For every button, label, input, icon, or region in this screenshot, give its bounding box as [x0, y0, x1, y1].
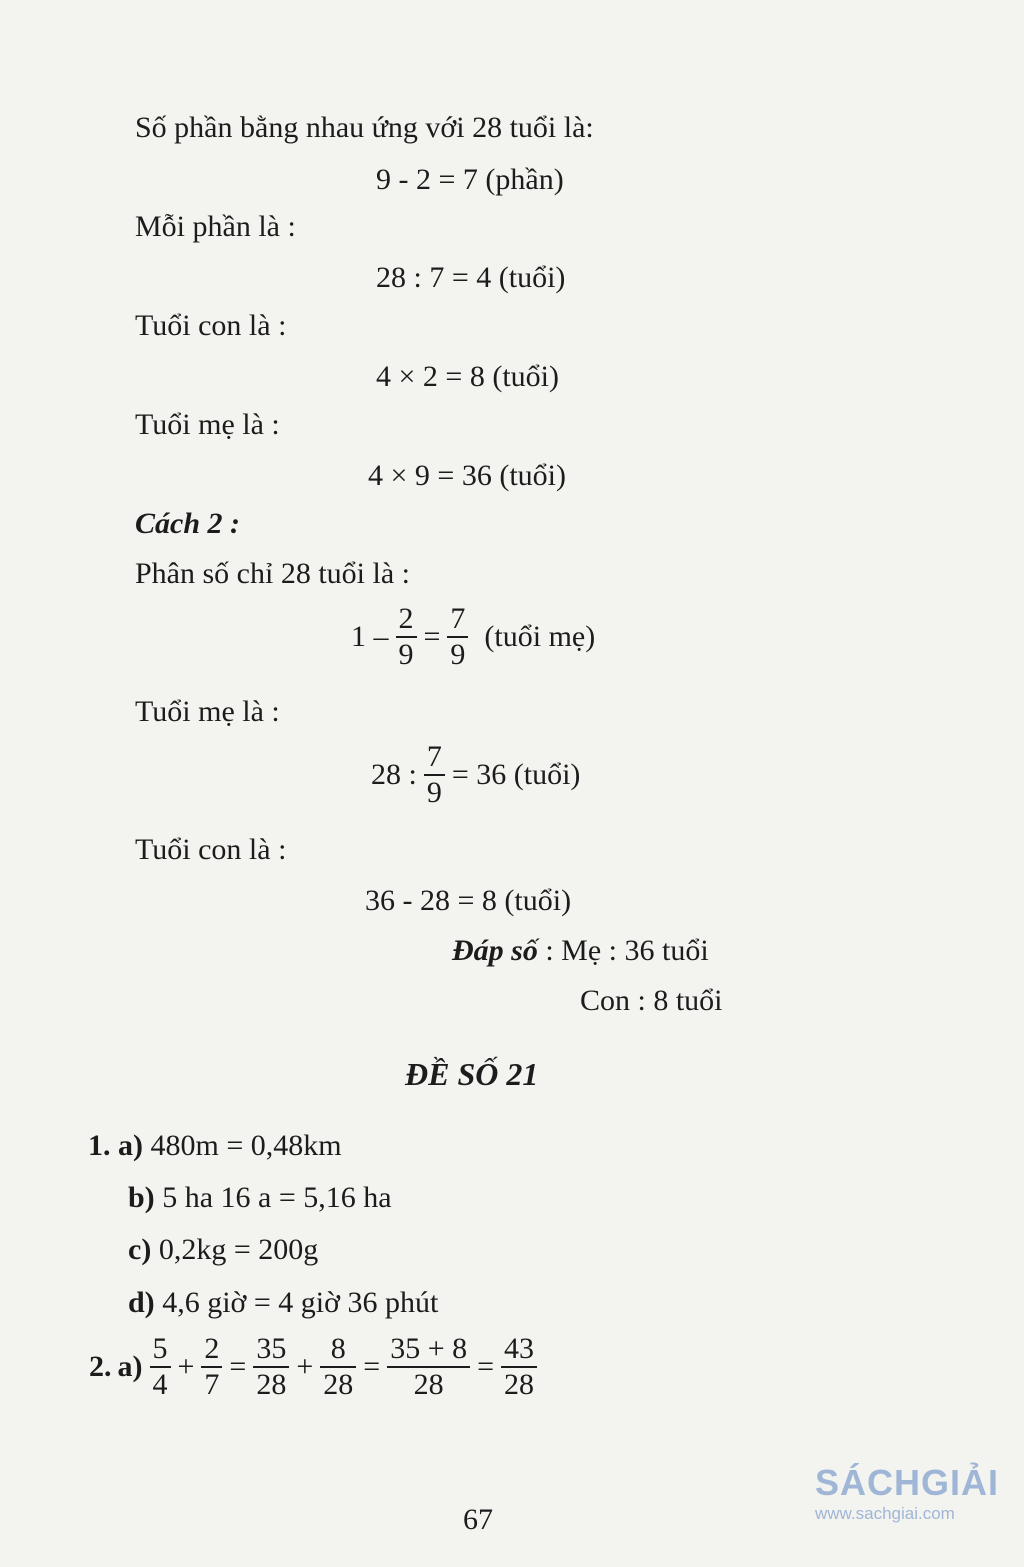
text-line: Tuổi mẹ là :	[135, 695, 280, 728]
answer-mother: : Mẹ : 36 tuổi	[545, 934, 709, 967]
question-2a: 2. a) $\frac{5}{4}$ + $\frac{2}{7}$ = $\frac{35}{28}$ + $\frac{8}{28}$ = $\frac{35 + 8}{28}$ = $\frac{43}{28}$	[86, 1334, 541, 1400]
fraction-equation: 28 : $\frac{7}{9}$ = 36 (tuổi)	[371, 740, 581, 809]
fraction: $\frac{43}{28}$	[501, 1334, 537, 1400]
watermark-brand: SÁCHGIẢI	[815, 1462, 1000, 1503]
fraction: $\frac{7}{9}$	[447, 604, 468, 670]
calc-line: 9 - 2 = 7 (phần)	[376, 163, 564, 196]
question-1a: 1. a) 480m = 0,48km	[88, 1129, 342, 1162]
eq-lead: 1 –	[351, 620, 389, 653]
calc-line: 36 - 28 = 8 (tuổi)	[365, 884, 572, 917]
watermark-logo	[815, 1462, 1020, 1562]
eq-lead: 28 :	[371, 758, 417, 791]
calc-line: 28 : 7 = 4 (tuổi)	[376, 261, 566, 294]
fraction: $\frac{2}{7}$	[201, 1334, 222, 1400]
question-1c: c) 0,2kg = 200g	[128, 1233, 319, 1266]
section-title: ĐỀ SỐ 21	[405, 1056, 539, 1092]
calc-line: 4 × 9 = 36 (tuổi)	[368, 459, 566, 492]
text-line: Tuổi con là :	[135, 833, 287, 866]
answer-label: Đáp số	[452, 934, 538, 967]
text-line: Phân số chỉ 28 tuổi là :	[135, 557, 410, 590]
fraction: $\frac{8}{28}$	[320, 1334, 356, 1400]
fraction: $\frac{7}{9}$	[424, 742, 445, 808]
page-number: 67	[463, 1503, 493, 1536]
question-1d: d) 4,6 giờ = 4 giờ 36 phút	[128, 1286, 439, 1319]
fraction: $\frac{35 + 8}{28}$	[387, 1334, 470, 1400]
fraction: $\frac{35}{28}$	[253, 1334, 289, 1400]
fraction: $\frac{5}{4}$	[150, 1334, 171, 1400]
watermark-url: www.sachgiai.com	[815, 1504, 955, 1523]
text-line: Số phần bằng nhau ứng với 28 tuổi là:	[135, 111, 594, 144]
fraction-equation: 1 – $\frac{2}{9}$ = $\frac{7}{9}$ (tuổi mẹ)	[351, 602, 596, 671]
text-line: Tuổi mẹ là :	[135, 408, 280, 441]
answer-line	[452, 933, 709, 969]
question-1b: b) 5 ha 16 a = 5,16 ha	[128, 1181, 392, 1214]
method-heading: Cách 2 :	[135, 507, 240, 540]
answer-line: Con : 8 tuổi	[580, 984, 723, 1017]
text-line: Tuổi con là :	[135, 309, 287, 342]
fraction: $\frac{2}{9}$	[396, 604, 417, 670]
calc-line: 4 × 2 = 8 (tuổi)	[376, 360, 559, 393]
text-line: Mỗi phần là :	[135, 210, 296, 243]
